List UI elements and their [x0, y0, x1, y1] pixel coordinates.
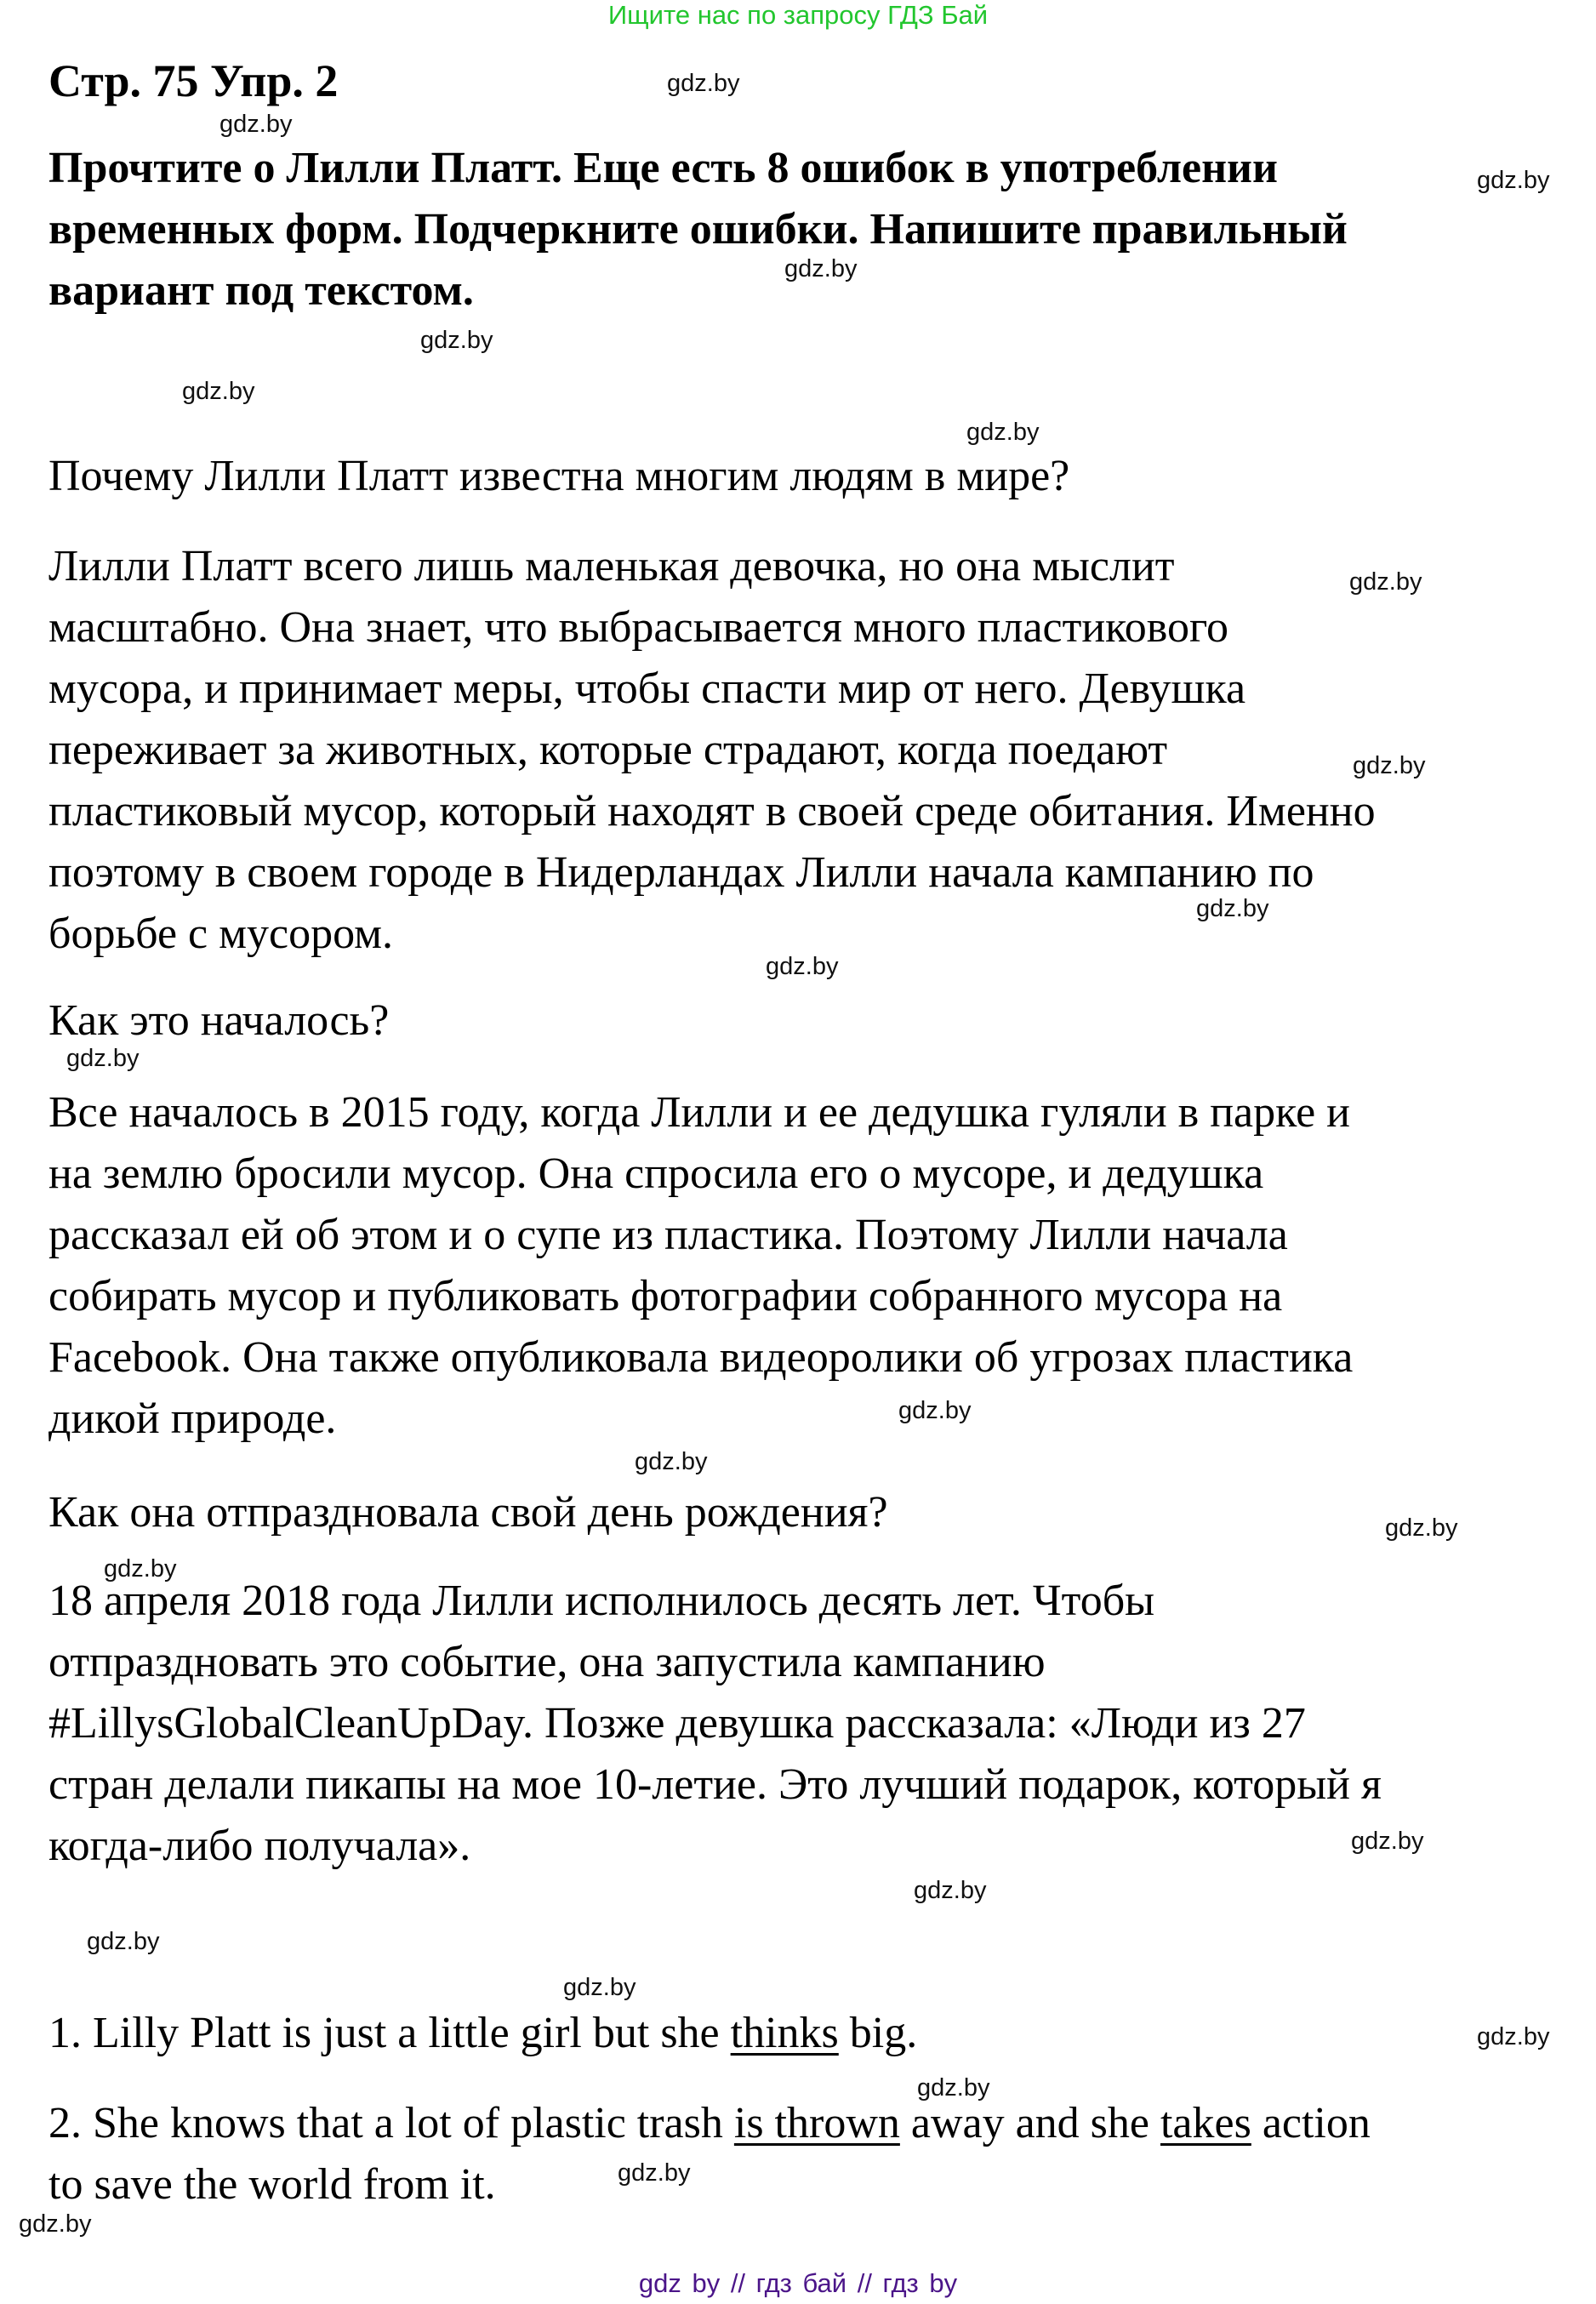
- answer-text: She knows that a lot of plastic trash: [93, 2099, 734, 2147]
- answer-text: big.: [838, 2009, 918, 2057]
- paragraph-line: рассказал ей об этом и о супе из пластика. Поэтому Лилли начала: [48, 1211, 1288, 1259]
- watermark: gdz.by: [917, 2074, 990, 2102]
- footer-links: gdz by // гдз бай // гдз by: [638, 2268, 958, 2298]
- watermark: gdz.by: [420, 327, 493, 354]
- watermark: gdz.by: [19, 2210, 92, 2238]
- answer-2: [48, 2098, 1371, 2148]
- paragraph-line: отпраздновать это событие, она запустила кампанию: [48, 1638, 1046, 1686]
- answer-text: action: [1251, 2099, 1371, 2147]
- answer-number: 1.: [48, 2009, 82, 2057]
- watermark: gdz.by: [104, 1555, 177, 1583]
- watermark: gdz.by: [966, 419, 1040, 446]
- watermark: gdz.by: [766, 953, 839, 980]
- paragraph-line: Все началось в 2015 году, когда Лилли и ее дедушка гуляли в парке и: [48, 1088, 1351, 1137]
- instruction-line-2: временных форм. Подчеркните ошибки. Напишите правильный: [48, 205, 1348, 254]
- paragraph-line: масштабно. Она знает, что выбрасывается много пластикового: [48, 603, 1229, 652]
- watermark: gdz.by: [635, 1448, 708, 1475]
- watermark: gdz.by: [1353, 752, 1426, 779]
- watermark: gdz.by: [898, 1397, 972, 1424]
- paragraph-line: пластиковый мусор, который находят в своей среде обитания. Именно: [48, 787, 1376, 835]
- section-heading-2: Как это началось?: [48, 996, 390, 1045]
- paragraph-line: на землю бросили мусор. Она спросила его о мусоре, и дедушка: [48, 1149, 1264, 1198]
- paragraph-line: собирать мусор и публиковать фотографии собранного мусора на: [48, 1272, 1283, 1320]
- answer-number: 2.: [48, 2099, 82, 2147]
- watermark: gdz.by: [1196, 895, 1269, 922]
- answer-text: Lilly Platt is just a little girl but she: [93, 2009, 731, 2057]
- watermark: gdz.by: [784, 255, 858, 282]
- paragraph-line: Facebook. Она также опубликовала видеоролики об угрозах пластика: [48, 1333, 1354, 1382]
- section-heading-1: Почему Лилли Платт известна многим людям в мире?: [48, 452, 1070, 500]
- paragraph-line: стран делали пикапы на мое 10-летие. Это лучший подарок, который я: [48, 1760, 1382, 1809]
- paragraph-line: мусора, и принимает меры, чтобы спасти мир от него. Девушка: [48, 664, 1246, 713]
- watermark: gdz.by: [1385, 1514, 1458, 1542]
- watermark: gdz.by: [1477, 2023, 1550, 2050]
- answer-1: [48, 2008, 917, 2058]
- watermark: gdz.by: [66, 1045, 140, 1072]
- watermark: gdz.by: [1351, 1828, 1424, 1855]
- paragraph-line: борьбе с мусором.: [48, 910, 394, 958]
- watermark: gdz.by: [618, 2159, 691, 2187]
- watermark: gdz.by: [667, 70, 740, 97]
- paragraph-line: поэтому в своем городе в Нидерландах Лилли начала кампанию по: [48, 848, 1314, 897]
- watermark: gdz.by: [182, 378, 255, 405]
- underlined-verb: takes: [1160, 2099, 1251, 2147]
- underlined-verb: is thrown: [733, 2099, 900, 2147]
- answer-2-continuation: to save the world from it.: [48, 2160, 496, 2209]
- paragraph-line: когда-либо получала».: [48, 1822, 471, 1870]
- paragraph-line: Лилли Платт всего лишь маленькая девочка, но она мыслит: [48, 542, 1175, 590]
- paragraph-line: 18 апреля 2018 года Лилли исполнилось десять лет. Чтобы: [48, 1577, 1155, 1625]
- watermark: gdz.by: [914, 1877, 987, 1904]
- answer-text: away and she: [899, 2099, 1160, 2147]
- search-banner: Ищите нас по запросу ГДЗ Бай: [607, 0, 989, 30]
- paragraph-line: переживает за животных, которые страдают, когда поедают: [48, 726, 1168, 774]
- instruction-line-3: вариант под текстом.: [48, 266, 474, 315]
- watermark: gdz.by: [1477, 167, 1550, 194]
- instruction-line-1: Прочтите о Лилли Платт. Еще есть 8 ошибок в употреблении: [48, 144, 1278, 192]
- paragraph-line: #LillysGlobalCleanUpDay. Позже девушка рассказала: «Люди из 27: [48, 1699, 1306, 1748]
- watermark: gdz.by: [563, 1974, 636, 2001]
- page-title: Стр. 75 Упр. 2: [48, 55, 339, 106]
- watermark: gdz.by: [219, 111, 293, 138]
- watermark: gdz.by: [1349, 568, 1422, 596]
- paragraph-line: дикой природе.: [48, 1394, 337, 1443]
- underlined-verb: thinks: [730, 2009, 839, 2057]
- section-heading-3: Как она отпраздновала свой день рождения?: [48, 1488, 888, 1537]
- watermark: gdz.by: [87, 1928, 160, 1955]
